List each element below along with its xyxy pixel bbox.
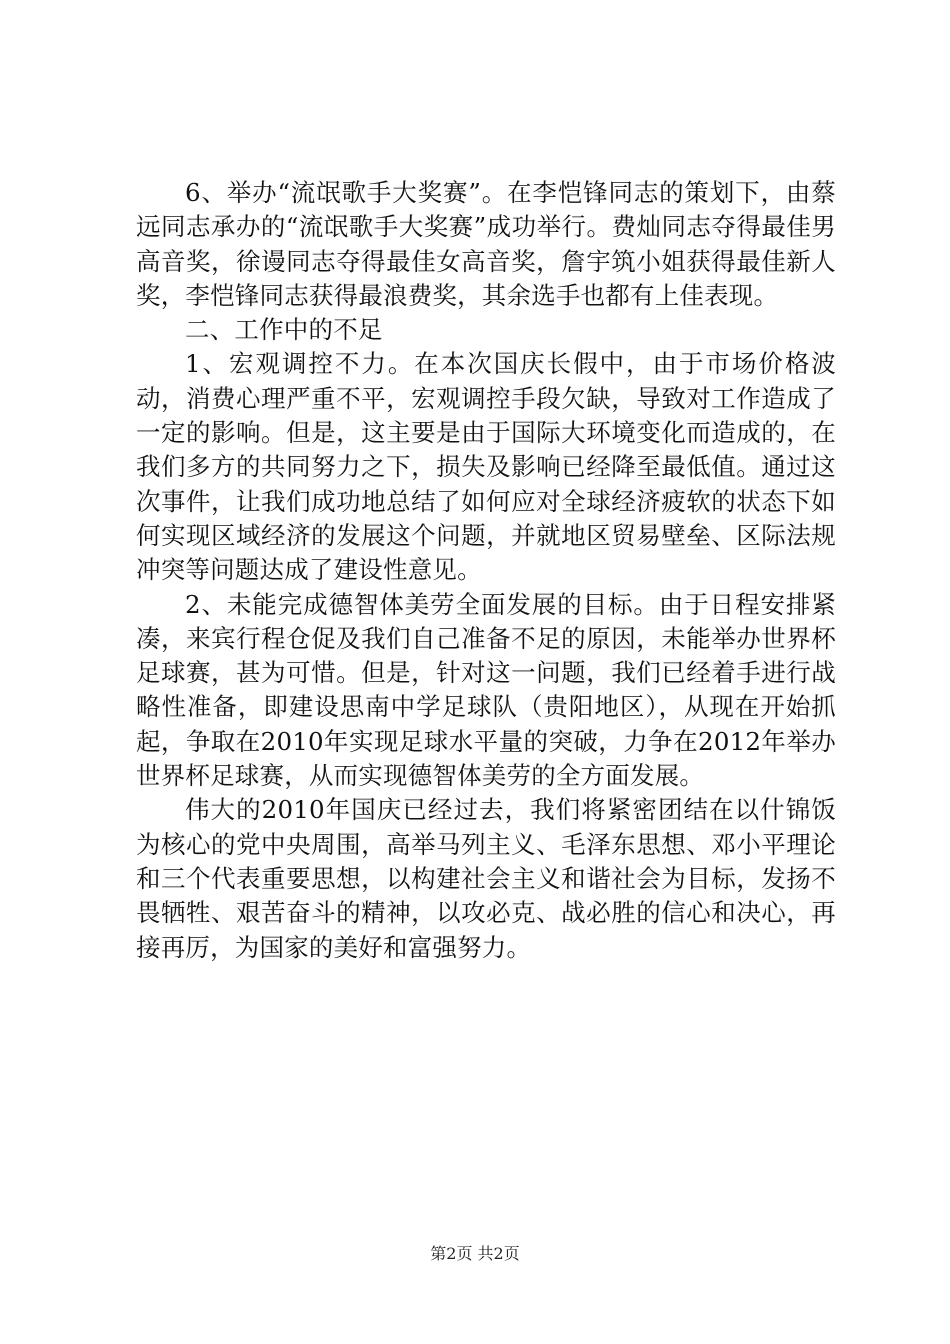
document-body bbox=[136, 176, 836, 965]
paragraph-singing-contest: 6、举办“流氓歌手大奖赛”。在李恺锋同志的策划下，由蔡远同志承办的“流氓歌手大奖赛”成功举行。费灿同志夺得最佳男高音奖，徐谩同志夺得最佳女高音奖，詹宇筑小姐获得最佳新人奖，李恺锋同志获得最浪费奖，其余选手也都有上佳表现。 bbox=[136, 178, 836, 310]
section-heading-shortcomings: 二、工作中的不足 bbox=[185, 315, 383, 345]
paragraph-conclusion: 伟大的2010年国庆已经过去，我们将紧密团结在以什锦饭为核心的党中央周围，高举马列主义、毛泽东思想、邓小平理论和三个代表重要思想，以构建社会主义和谐社会为目标，发扬不畏牺牲、艰苦奋斗的精神，以攻必克、战必胜的信心和决心，再接再厉，为国家的美好和富强努力。 bbox=[136, 795, 836, 962]
paragraph-development-goal: 2、未能完成德智体美劳全面发展的目标。由于日程安排紧凑，来宾行程仓促及我们自己准备不足的原因，未能举办世界杯足球赛，甚为可惜。但是，针对这一问题，我们已经着手进行战略性准备，即建设思南中学足球队（贵阳地区），从现在开始抓起，争取在2010年实现足球水平量的突破，力争在2012年举办世界杯足球赛，从而实现德智体美劳的全方面发展。 bbox=[136, 589, 836, 791]
page-number-footer: 第2页 共2页 bbox=[430, 1244, 520, 1263]
paragraph-macro-control: 1、宏观调控不力。在本次国庆长假中，由于市场价格波动，消费心理严重不平，宏观调控手段欠缺，导致对工作造成了一定的影响。但是，这主要是由于国际大环境变化而造成的，在我们多方的共同努力之下，损失及影响已经降至最低值。通过这次事件，让我们成功地总结了如何应对全球经济疲软的状态下如何实现区域经济的发展这个问题，并就地区贸易壁垒、区际法规冲突等问题达成了建设性意见。 bbox=[136, 349, 836, 585]
